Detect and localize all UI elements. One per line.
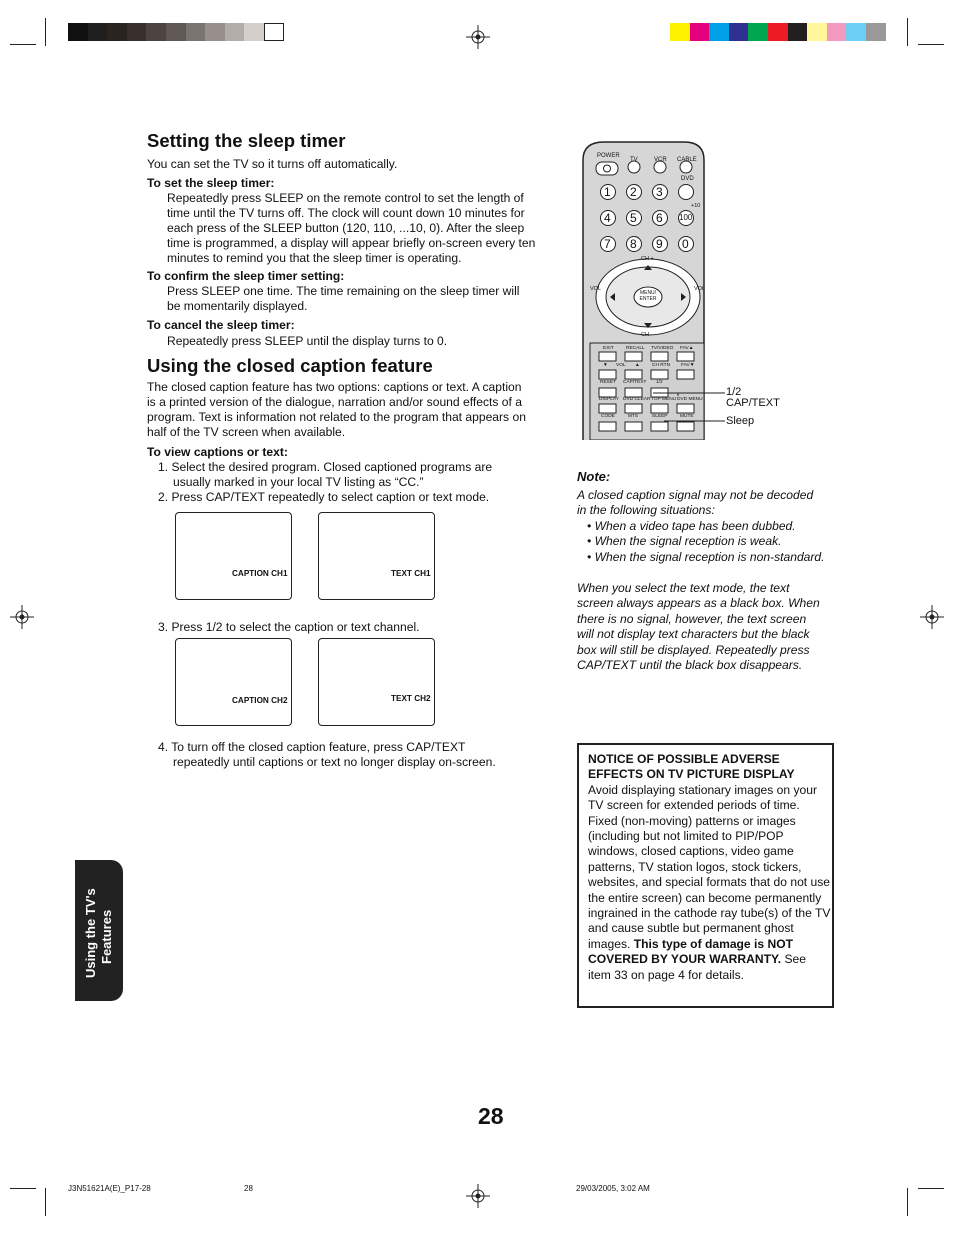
notice-body: Avoid displaying stationary images on your TV screen for extended periods of time. Fixed (non-moving) patterns or images (including but not limited to PIP/POP windows, closed captions, video game patterns, TV station logos, stock tickers, websites, and special formats that do not use the entire screen) can become permanently ingrained in the cathode ray tube(s) of the TV and cause subtle but permanent ghost images. (588, 782, 831, 951)
remote-label-ch-minus: CH – (641, 332, 654, 338)
remote-button-label: EXIT (603, 346, 614, 351)
crop-mark (918, 44, 944, 45)
footer-date: 29/03/2005, 3:02 AM (576, 1184, 650, 1193)
sleep-confirm-text: Press SLEEP one time. The time remaining on the sleep timer will be momentarily displayed. (167, 284, 520, 313)
remote-button-label: SLEEP (652, 414, 668, 419)
calibration-swatch (807, 23, 827, 41)
crop-mark (907, 18, 908, 46)
calibration-swatch (670, 23, 690, 41)
footer-file: J3N51621A(E)_P17-28 (68, 1184, 151, 1193)
remote-button-label: ▲ (635, 363, 640, 368)
remote-digit-2: 2 (630, 185, 637, 199)
remote-button-label: MTS (628, 414, 639, 419)
notice-warranty: This type of damage is NOT COVERED BY YOUR WARRANTY. (588, 936, 793, 967)
calibration-swatch (88, 23, 108, 41)
notice-box (577, 743, 834, 1008)
remote-digit-7: 7 (604, 237, 611, 251)
calibration-swatch (709, 23, 729, 41)
remote-button-label: DISPLAY (599, 397, 619, 402)
remote-button-label: FAV▲ (680, 346, 694, 351)
notice-tail: See item 33 on page 4 for details. (588, 952, 806, 982)
remote-button-label: DVD CLEAR (623, 397, 651, 402)
sleep-intro: You can set the TV so it turns off automatically. (147, 157, 398, 171)
remote-button-label: TOP MENU (651, 397, 677, 402)
remote-button-label: FAV▼ (681, 363, 695, 368)
calibration-swatch (690, 23, 710, 41)
remote-button-label: 1/2 (656, 380, 663, 385)
remote-button-label: CAP/TEXT (623, 380, 647, 385)
crop-mark (10, 44, 36, 45)
remote-button-label: RECALL (626, 346, 645, 351)
remote-digit-100: 100 (679, 213, 693, 222)
remote-label-vol-left: VOL (590, 286, 602, 292)
calibration-swatch (264, 23, 284, 41)
remote-button-label: CODE (601, 414, 615, 419)
remote-label-ch-plus: CH + (641, 256, 654, 262)
sleep-cancel-text: Repeatedly press SLEEP until the display turns to 0. (167, 334, 448, 348)
crop-mark (907, 1188, 908, 1216)
remote-digit-3: 3 (656, 185, 663, 199)
remote-digit-9: 9 (656, 237, 663, 251)
remote-callout-lines (650, 388, 728, 430)
registration-mark (920, 605, 944, 629)
crop-mark (10, 1188, 36, 1189)
calibration-swatch (866, 23, 886, 41)
caption-intro: The closed caption feature has two options: captions or text. A caption is a printed version of the dialogue, narration and/or sound effects of a program. Text is information not related to the program that appears on half of the TV screen when available. (147, 380, 526, 439)
calibration-swatch (827, 23, 847, 41)
calibration-swatch (205, 23, 225, 41)
calibration-swatch (748, 23, 768, 41)
caption-view-heading: To view captions or text: (147, 445, 288, 459)
tv-screen-caption-ch1: CAPTION CH1 (175, 512, 292, 600)
remote-label-vcr: VCR (654, 157, 667, 163)
remote-digit-8: 8 (630, 237, 637, 251)
remote-label-power: POWER (597, 153, 620, 159)
sleep-cancel-heading: To cancel the sleep timer: (147, 318, 295, 332)
calibration-swatch (244, 23, 264, 41)
section-title-caption: Using the closed caption feature (147, 355, 433, 376)
calibration-swatch (186, 23, 206, 41)
sleep-set-heading: To set the sleep timer: (147, 176, 275, 190)
caption-step-1: 1. Select the desired program. Closed captioned programs are usually marked in your local TV listing as “CC.” (158, 460, 493, 489)
remote-label-tv: TV (630, 157, 638, 163)
crop-mark (918, 1188, 944, 1189)
remote-button-label: VOL (616, 363, 626, 368)
note-text-2: When you select the text mode, the text screen always appears as a black box. When there is no signal, however, the text screen will not display text characters but the black box will still be displayed. Repeatedly press CAP/TEXT until the black box disappears. (577, 581, 820, 673)
remote-label-menu-enter: MENU/ ENTER (639, 290, 657, 302)
crop-mark (45, 1188, 46, 1216)
sleep-confirm-heading: To confirm the sleep timer setting: (147, 269, 345, 283)
tv-screen-text-ch2: TEXT CH2 (318, 638, 435, 726)
calibration-swatch (68, 23, 88, 41)
footer-page: 28 (244, 1184, 253, 1193)
remote-label-plus10: +10 (691, 203, 701, 209)
callout-sleep: Sleep (726, 415, 755, 427)
remote-label-vol-right: VOL (694, 286, 706, 292)
callout-half: 1/2 (726, 386, 742, 398)
caption-step-4: 4. To turn off the closed caption feature, press CAP/TEXT repeatedly until captions or text no longer display on-screen. (158, 740, 496, 769)
remote-button-label: DVD MENU (677, 397, 703, 402)
notice-heading-1: NOTICE OF POSSIBLE ADVERSE (588, 752, 780, 766)
calibration-swatch (146, 23, 166, 41)
registration-mark (466, 1184, 490, 1208)
remote-button-label: CH RTN (652, 363, 671, 368)
remote-digit-0: 0 (682, 237, 689, 251)
calibration-swatch (225, 23, 245, 41)
note-text-1: A closed caption signal may not be decoded in the following situations: • When a video tape has been dubbed. • When the signal reception is weak. • When the signal reception is non-standard. (577, 488, 825, 564)
section-title-sleep: Setting the sleep timer (147, 130, 346, 151)
calibration-swatch (768, 23, 788, 41)
caption-step-2: 2. Press CAP/TEXT repeatedly to select caption or text mode. (158, 490, 490, 504)
calibration-swatch (729, 23, 749, 41)
remote-button-label: RESET (600, 380, 616, 385)
page-number: 28 (478, 1103, 504, 1129)
remote-digit-6: 6 (656, 211, 663, 225)
callout-cap-text: CAP/TEXT (726, 397, 780, 409)
remote-label-dvd: DVD (681, 176, 694, 182)
remote-button-label: MUTE (680, 414, 694, 419)
notice-heading-2: EFFECTS ON TV PICTURE DISPLAY (588, 767, 795, 782)
remote-label-cable: CABLE (677, 157, 697, 163)
crop-mark (45, 18, 46, 46)
sleep-set-text: Repeatedly press SLEEP on the remote control to set the length of time until the TV turns off. The clock will count down 10 minutes for each press of the SLEEP button (120, 110, ...10, 0). After the sleep time is programmed, a display will appear briefly on-screen every ten minutes to remind you that the sleep timer is operating. (167, 191, 536, 265)
remote-button-label: TV/VIDEO (651, 346, 674, 351)
side-tab-line-2: Features (99, 909, 114, 964)
remote-button-label: ▼ (603, 363, 608, 368)
registration-mark (10, 605, 34, 629)
calibration-swatch (127, 23, 147, 41)
side-tab (75, 860, 123, 1001)
tv-screen-text-ch1: TEXT CH1 (318, 512, 435, 600)
registration-mark (466, 25, 490, 49)
calibration-swatch (846, 23, 866, 41)
calibration-swatch (788, 23, 808, 41)
remote-digit-1: 1 (604, 185, 611, 199)
tv-screen-caption-ch2: CAPTION CH2 (175, 638, 292, 726)
remote-digit-5: 5 (630, 211, 637, 225)
caption-step-3: 3. Press 1/2 to select the caption or text channel. (158, 620, 420, 634)
side-tab-line-1: Using the TV's (83, 888, 98, 978)
calibration-swatch (166, 23, 186, 41)
calibration-swatch (107, 23, 127, 41)
remote-digit-4: 4 (604, 211, 611, 225)
note-heading: Note: (577, 469, 611, 484)
